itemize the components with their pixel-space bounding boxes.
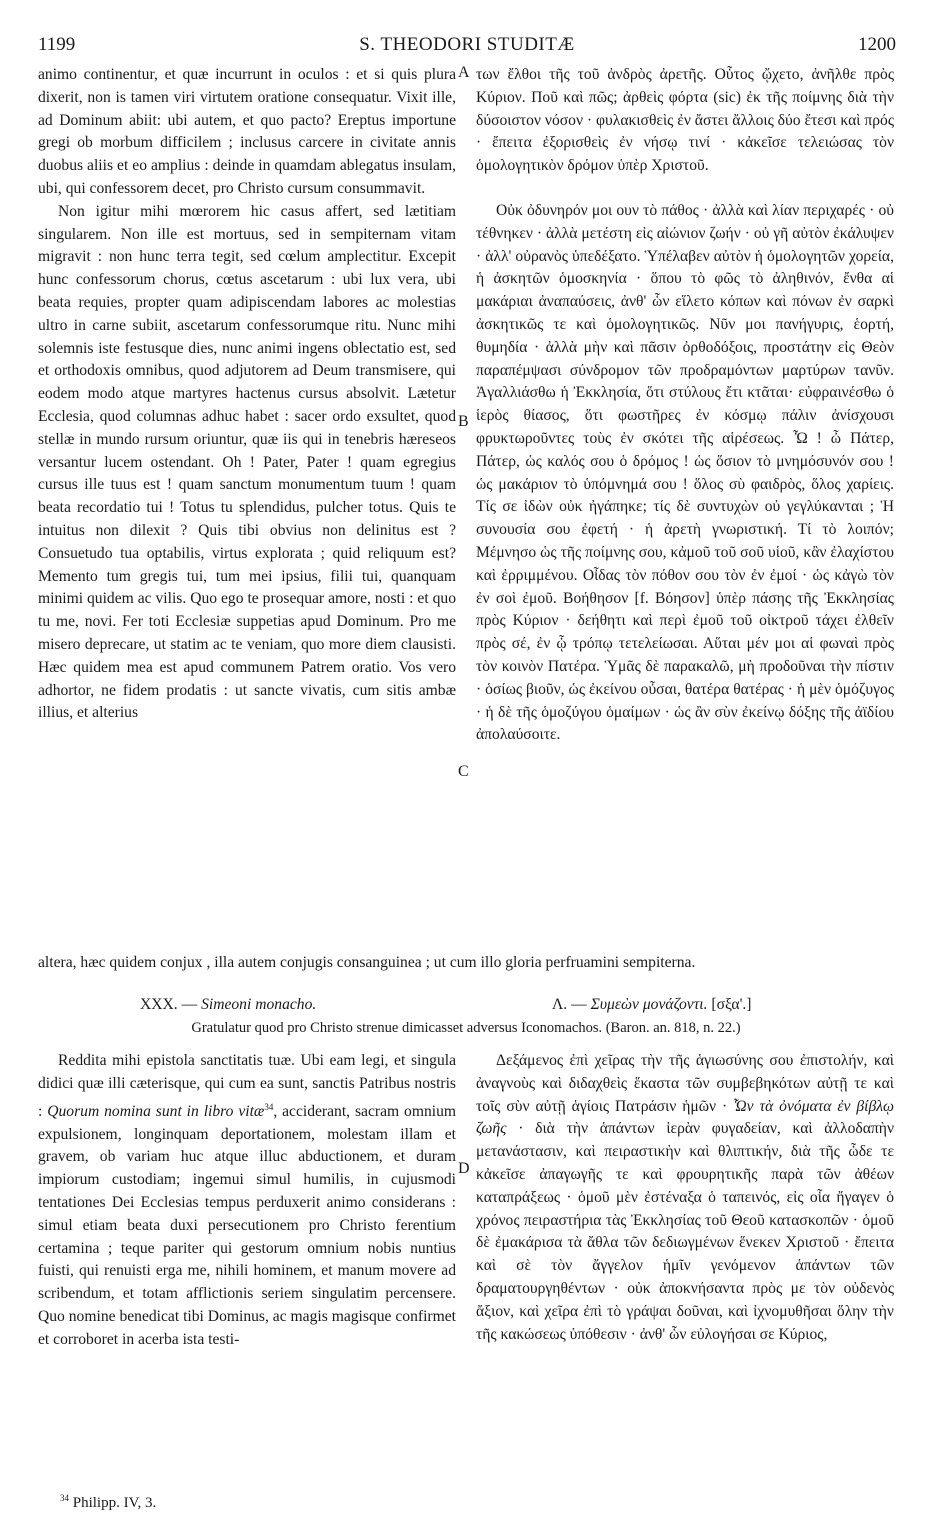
greek-letter-text-a: Δεξάμενος ἐπὶ χεῖρας τὴν τῆς ἁγιωσύνης σου ἐπιστολήν, καὶ ἀναγνοὺς καὶ διδαχθεὶς ἕκαστα τῶν συμβεβηκότων αὐτῇ τε καὶ τοῖς σὺν αὐτῇ ἁγίοις Πατράσιν ἡμῶν ·: [476, 1052, 894, 1115]
latin-letter-text: [38, 1050, 456, 1352]
greek-scripture-quote: Ὧν τὰ ὀνόματα ἐν βίβλῳ ζωῆς: [476, 1097, 894, 1138]
latin-scripture-quote: Quorum nomina sunt in libro vitæ: [47, 1102, 265, 1120]
letter-addressee-greek: Συμεὼν μονάζοντι.: [590, 996, 708, 1013]
latin-column-bottom: [38, 1050, 456, 1352]
latin-paragraph-1: animo continentur, et quæ incurrunt in oculos : et si quis plura dixerit, non is tamen viri virtutem oratione consequatur. Vixit ille, ad Dominum abiit: ubi autem, et quo pacto? Ereptus importune gregi ob morbum difficilem ; inclusus carcere in civitate annis duobus aliis et eo amplius : deinde in quamdam ablegatus insulam, ubi, qui confessorem decet, pro Christo cursum consummavit.: [38, 66, 456, 197]
greek-paragraph-1: των ἔλθοι τῆς τοῦ ἀνδρὸς ἀρετῆς. Οὗτος ᾤχετο, ἀνῆλθε πρὸς Κύριον. Ποῦ καὶ πῶς; ἀρθεὶς φόρτα (sic) ἐκ τῆς ποίμνης διὰ τὴν δύσοιστον νόσον · φυλακισθεὶς ἐν ἄστει ἄλλοις δύο ἔτεσι καὶ πρός · ἔπειτα ἐξορισθεὶς ἐν νήσῳ τινί · κἀκεῖσε τελειώσας τὸν ὁμολογητικὸν δρόμον ὑπὲρ Χριστοῦ.: [476, 66, 894, 175]
section-marker-c: C: [458, 763, 469, 780]
section-marker-b: B: [458, 413, 469, 430]
greek-paragraph-2: Οὐκ ὀδυνηρόν μοι ουν τὸ πάθος · ἀλλὰ καὶ λίαν περιχαρές · οὐ τέθνηκεν · ἀλλὰ μετέστη εἰς αἰώνιον ζωήν · οὐ γῆ αὐτὸν ἐκάλυψεν · ἀλλ' οὐρανὸς ὑπεδέξατο. Ὑπέλαβεν αὐτὸν ἡ ὁμολογητῶν χορεία, ἡ ἀσκητῶν ὁμοσκηνία · ὅπου τὸ φῶς τὸ ἀληθινόν, ἔνθα αἱ μακάριαι ἀναπαύσεις, ἀνθ' ὧν εἵλετο κόπων καὶ πόνων ἐν σαρκὶ ἀσκητικῶς τε καὶ ὁμολογητικῶς. Νῦν μοι πανήγυρις, ἑορτή, θυμηδία · ἀλλὰ μὴν καὶ πᾶσιν ὀρθοδόξοις, προστάτην εἰς Θεὸν παραπέμψασι σύνδρομον τῶν προδραμόντων μαρτύρων τανῦν. Ἀγαλλιάσθω ἡ Ἐκκλησία, ὅτι στύλους ἔτι κτᾶται· εὐφραινέσθω ὁ ἱερὸς θίασος, ὅτι φωστῆρες ἐν κόσμῳ πάλιν ἀνίσχουσι φρυκτωροῦντες τοὺς ἐν σκότει τῆς αἱρέσεως. Ὦ ! ὦ Πάτερ, Πάτερ, ὡς καλός σου ὁ δρόμος ! ὡς ὅσιον τὸ μνημόσυνόν σου ! ὡς μακάριον τὸ ὑπόμνημά σου ! ὅλος σὺ φαιδρὸς, ὅλος χαρίεις. Τίς σε ἰδὼν οὐκ ἠγάπηκε; τίς δὲ συντυχὼν οὐ γεγλύκανται ; Ἡ συνουσία σου ἐφετή · ἡ ἀρετὴ γνωριστική. Τί τὸ λοιπόν; Μέμνησο ὡς τῆς ποίμνης σου, κἀμοῦ τοῦ σοῦ υἱοῦ, κἂν ἐλαχίστου καὶ ἐρριμμένου. Οἶδας τὸν πόθον σου τὸν ἐν ἐμοί · ὡς κἀγὼ τὸν ἐν σοὶ ἐμοῦ. Βοήθησον [f. Βόησον] ὑπὲρ πάσης τῆς Ἐκκλησίας πρὸς Κύριον · δεήθητι καὶ περὶ ἐμοῦ τοῦ οἰκτροῦ τάχει ἐλθεῖν πρὸς σέ, ἐν ᾧ τρόπῳ τετελείωσαι. Αὕται μέν μοι αἱ φωναὶ πρὸς τὸν κοινὸν Πατέρα. Ὑμᾶς δὲ παρακαλῶ, μὴ προδοῦναι τὴν πίστιν · ὁσίως βιοῦν, ὡς ἐκείνου οὖσαι, θατέρα θατέρας · ἡ μὲν ὁμόζυγος · ἡ δὲ τῆς ὁμοζύγου ὁμαίμων · ὡς ἂν σὺν ἐκείνῳ δόξης τῆς ἀϊδίου ἀπολαύσοιτε.: [476, 201, 894, 744]
letter-number-latin: XXX. —: [140, 996, 202, 1013]
latin-letter-text-a: Reddita mihi epistola sanctitatis tuæ. Ubi eam legi, et singula didici quæ illi cæterisque, qui cum ea sunt, sanctis Patribus nostris :: [38, 1052, 456, 1120]
letter-heading-latin: [140, 996, 316, 1014]
page-number-left: 1199: [38, 34, 76, 55]
letter-number-greek: Λ. —: [552, 996, 591, 1013]
greek-letter-text: [476, 1050, 894, 1346]
latin-column-top: [38, 64, 456, 725]
footnote: [60, 1493, 156, 1512]
latin-paragraph-2: Non igitur mihi mœrorem hic casus affert, sed lætitiam singularem. Non ille est mortuus, sed in sempiternam vitam migravit : non hunc terra tegit, sed cœlum amplectitur. Excepit hunc confessorum chorus, cœtus ascetarum : ubi lux vera, ubi beata requies, propter quam adipiscendam labores ac molestias ultro in carne subiit, ascetarum confessorumque ritu. Nunc mihi solemnis iste festusque dies, nunc animi ingens oblectatio est, sed et orthodoxis omnibus, quod adjutorem ad Deum transmisere, qui eodem modo atque martyres hactenus cursus absolvit. Lætetur Ecclesia, quod columnas adhuc habet : sacer ordo exsultet, quod stellæ in mundo rursum oriuntur, quæ iis qui in tenebris hæreseos versantur lucem ostendant. Oh ! Pater, Pater ! quam egregius cursus ille tuus est ! quam sanctum monumentum tuum ! quam beata recordatio tui ! Totus tu splendidus, pulcher totus. Quis te intuitus non dilexit ? Quis tibi obvius non delinitus est ? Consuetudo tua optabilis, virtus explorata ; quid reliquum est? Memento tum gregis tui, tum mei ipsius, filii tui, quanquam minimi quidem ac vilis. Quo ego te prosequar amore, nosti : et quo tu me, novi. Fer toti Ecclesiæ suppetias apud Dominum. Pro me misero deprecare, ut statim ac te veniam, quo more diem clausisti. Hæc quidem mea est apud communem Patrem oratio. Vos vero adhortor, ne fidem prodatis : ut sancte vivatis, cum sitis ambæ illius, et alterius: [38, 202, 456, 722]
letter-summary: Gratulatur quod pro Christo strenue dimicasset adversus Iconomachos. (Baron. an. 818, n. 22.): [191, 1020, 741, 1036]
footnote-reference: 34: [264, 1101, 274, 1112]
full-width-line: altera, hæc quidem conjux , illa autem conjugis consanguinea ; ut cum illo gloria perfruamini sempiterna.: [38, 954, 696, 971]
running-title: S. THEODORI STUDITÆ: [359, 34, 575, 55]
letter-heading-greek: [552, 996, 751, 1014]
greek-letter-text-b: · διὰ τὴν ἁπάντων ἱερὰν φυγαδείαν, καὶ ἀλλοδαπὴν μετανάστασιν, καὶ πειραστικὴν καὶ θλιπτικήν, διὰ τῆς ὧδε τε κἀκεῖσε ἀπαγωγῆς τε καὶ φρουρητικῆς παρὰ τῶν ἀθέων καταπράξεως · ὁμοῦ μὲν ἐστέναξα ὁ ταπεινός, εἰς οἷα ἤγαγεν ὁ χρόνος πειραστήρια τὰς Ἐκκλησίας τοῦ Θεοῦ κατασκοπῶν · ὁμοῦ δὲ ἐμακάρισα τὰ ἄθλα τῶν δεδιωγμένων ἕνεκεν Χριστοῦ · ἔπειτα καὶ σὲ τὸν ἄγγελον ἡμῖν γενόμενον ἁπάντων τῶν δραματουργηθέντων · οὐκ ἀποκνήσαντα πρὸς με τὸν οὐδενὸς ἄξιον, καὶ χεῖρα ἐπὶ τὸ γράψαι δοῦναι, καὶ ἰχνομυθῆσαι ὅλην τὴν τῆς κακώσεως ὑπόθεσιν · ἀνθ' ὧν εὐλογήσαι σε Κύριος,: [476, 1120, 894, 1343]
greek-column-top: [476, 64, 894, 747]
letter-addressee-latin: Simeoni monacho.: [201, 996, 317, 1013]
section-marker-d: D: [458, 1160, 470, 1177]
footnote-text: Philipp. IV, 3.: [69, 1495, 157, 1511]
section-marker-a: A: [458, 64, 470, 81]
latin-letter-text-b: , acciderant, sacram omnium expulsionem, longinquam deportationem, molestam illam et gravem, ob variam huc atque illuc abductionem, et duram impiorum custodiam; ingemui simul humilis, in cujusmodi tentationes Dei Ecclesias tempus perduxerit animo considerans : simul etiam beata duxi persecutionem pro Christo ferentium certamina ; teque pariter qui gestorum omnium nobis nuntius fuisti, qui renuisti erga me, nihili hominem, et manum movere ad scribendum, et totam afflictionis seriem singulatim percensere. Quo nomine benedicat tibi Dominus, ac magis magisque confirmet et corroboret in acerba ista testi-: [38, 1102, 456, 1348]
footnote-number: 34: [60, 1493, 69, 1503]
page-header: [38, 34, 896, 62]
greek-column-bottom: [476, 1050, 894, 1346]
letter-reference-greek: [σξα'.]: [707, 996, 752, 1013]
page-number-right: 1200: [858, 34, 896, 55]
